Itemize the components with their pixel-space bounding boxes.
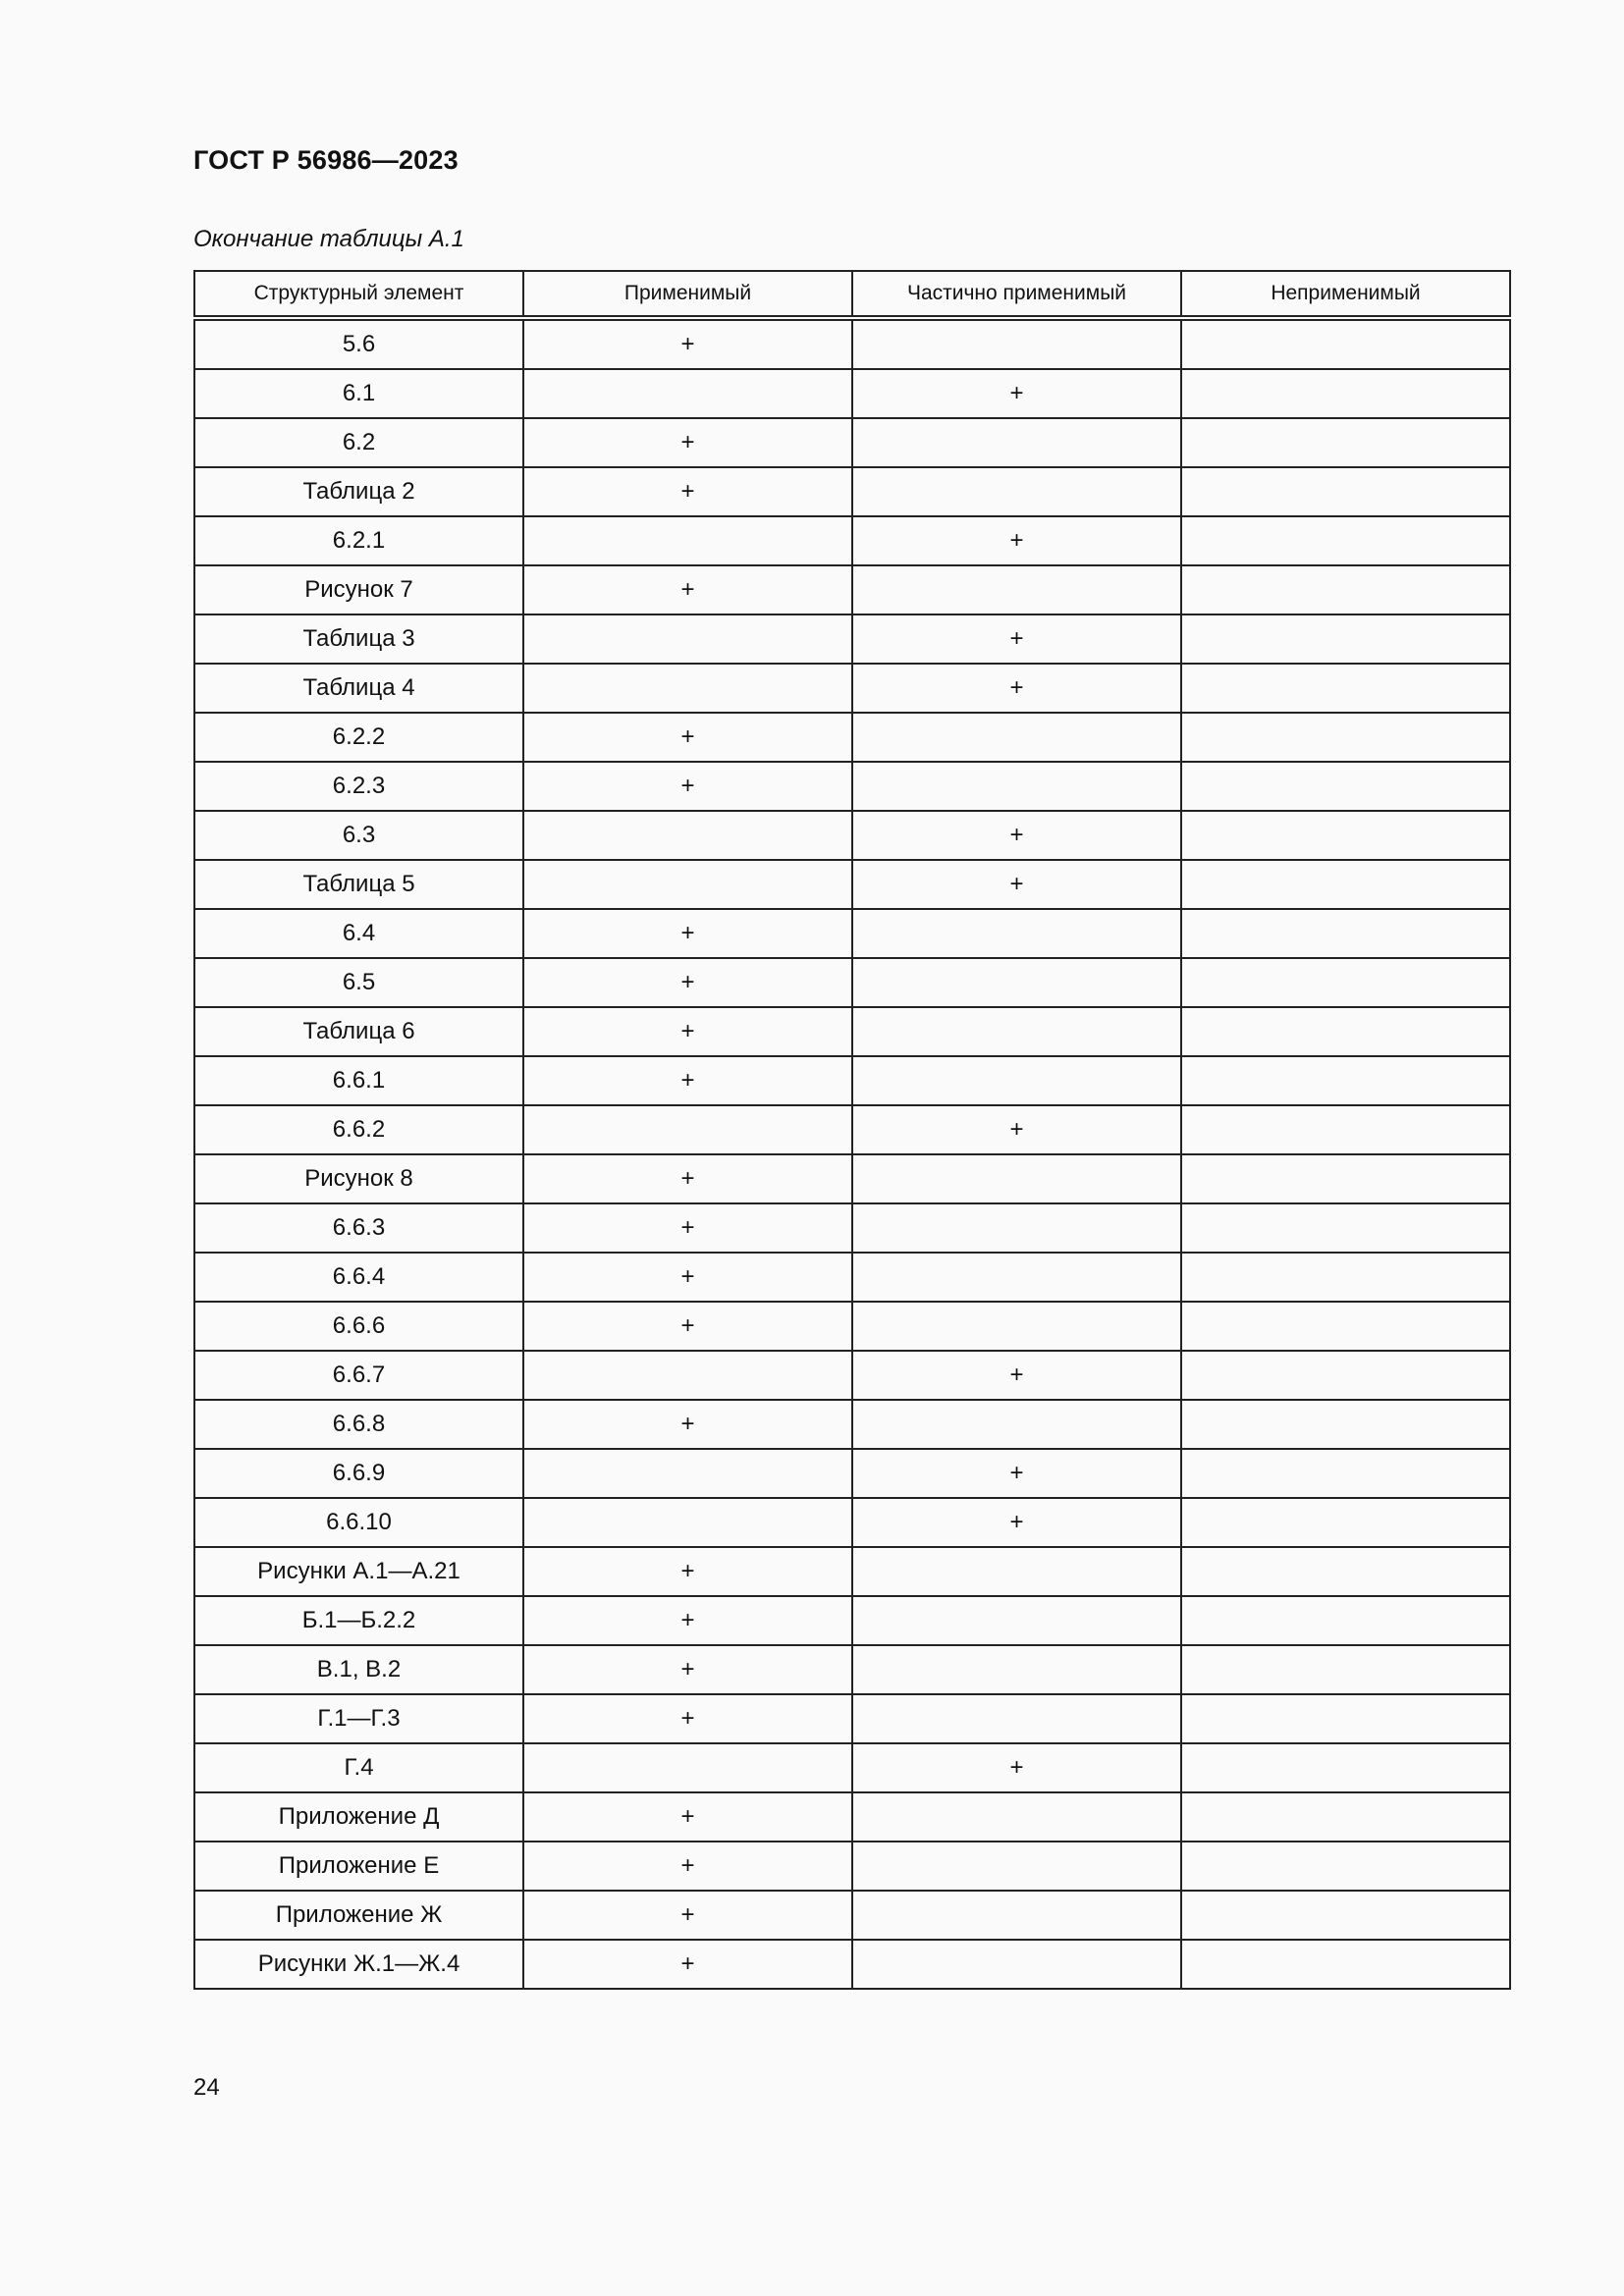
- not-applicable-cell: [1181, 1007, 1510, 1056]
- table-row: [194, 713, 1510, 762]
- applicable-cell: [523, 369, 852, 418]
- table-row: [194, 1891, 1510, 1940]
- not-applicable-cell: [1181, 565, 1510, 614]
- structural-element-cell: Б.1—Б.2.2: [194, 1596, 523, 1645]
- table-row: [194, 1449, 1510, 1498]
- applicable-cell: [523, 614, 852, 664]
- applicable-cell: +: [523, 1203, 852, 1253]
- table-row: [194, 1203, 1510, 1253]
- not-applicable-cell: [1181, 1547, 1510, 1596]
- table-row: [194, 418, 1510, 467]
- partially-applicable-cell: [852, 1842, 1181, 1891]
- structural-element-cell: Таблица 3: [194, 614, 523, 664]
- structural-element-cell: Таблица 5: [194, 860, 523, 909]
- structural-element-cell: 5.6: [194, 318, 523, 369]
- partially-applicable-cell: [852, 565, 1181, 614]
- applicable-cell: [523, 860, 852, 909]
- structural-element-cell: 6.6.7: [194, 1351, 523, 1400]
- partially-applicable-cell: [852, 318, 1181, 369]
- not-applicable-cell: [1181, 811, 1510, 860]
- document-code-header: ГОСТ Р 56986—2023: [193, 145, 459, 175]
- structural-element-cell: 6.2.3: [194, 762, 523, 811]
- structural-element-cell: Таблица 2: [194, 467, 523, 516]
- applicable-cell: +: [523, 909, 852, 958]
- structural-element-cell: 6.4: [194, 909, 523, 958]
- structural-element-cell: 6.6.4: [194, 1253, 523, 1302]
- partially-applicable-cell: +: [852, 1351, 1181, 1400]
- applicability-table-container: [193, 270, 1509, 1990]
- structural-element-cell: 6.1: [194, 369, 523, 418]
- applicable-cell: +: [523, 1596, 852, 1645]
- partially-applicable-cell: [852, 762, 1181, 811]
- structural-element-cell: Рисунок 8: [194, 1154, 523, 1203]
- partially-applicable-cell: [852, 1056, 1181, 1105]
- partially-applicable-cell: +: [852, 860, 1181, 909]
- table-row: [194, 1400, 1510, 1449]
- not-applicable-cell: [1181, 958, 1510, 1007]
- not-applicable-cell: [1181, 860, 1510, 909]
- structural-element-cell: Рисунки Ж.1—Ж.4: [194, 1940, 523, 1989]
- structural-element-cell: 6.3: [194, 811, 523, 860]
- table-row: [194, 1842, 1510, 1891]
- not-applicable-cell: [1181, 318, 1510, 369]
- applicable-cell: +: [523, 1056, 852, 1105]
- partially-applicable-cell: +: [852, 369, 1181, 418]
- partially-applicable-cell: [852, 1203, 1181, 1253]
- structural-element-cell: 6.2.2: [194, 713, 523, 762]
- not-applicable-cell: [1181, 1302, 1510, 1351]
- partially-applicable-cell: +: [852, 516, 1181, 565]
- partially-applicable-cell: [852, 1007, 1181, 1056]
- table-row: [194, 664, 1510, 713]
- not-applicable-cell: [1181, 1694, 1510, 1743]
- applicable-cell: +: [523, 1940, 852, 1989]
- not-applicable-cell: [1181, 762, 1510, 811]
- applicable-cell: +: [523, 1694, 852, 1743]
- partially-applicable-cell: [852, 958, 1181, 1007]
- not-applicable-cell: [1181, 1596, 1510, 1645]
- table-row: [194, 614, 1510, 664]
- not-applicable-cell: [1181, 909, 1510, 958]
- partially-applicable-cell: [852, 1547, 1181, 1596]
- structural-element-cell: 6.6.10: [194, 1498, 523, 1547]
- partially-applicable-cell: +: [852, 664, 1181, 713]
- table-row: [194, 1351, 1510, 1400]
- column-header: Применимый: [523, 271, 852, 318]
- applicable-cell: [523, 1449, 852, 1498]
- table-row: [194, 1792, 1510, 1842]
- applicable-cell: +: [523, 1302, 852, 1351]
- not-applicable-cell: [1181, 1253, 1510, 1302]
- partially-applicable-cell: +: [852, 1449, 1181, 1498]
- partially-applicable-cell: [852, 1792, 1181, 1842]
- partially-applicable-cell: [852, 909, 1181, 958]
- structural-element-cell: Г.1—Г.3: [194, 1694, 523, 1743]
- page-number: 24: [193, 2074, 220, 2101]
- applicable-cell: [523, 1498, 852, 1547]
- table-row: [194, 909, 1510, 958]
- table-row: [194, 318, 1510, 369]
- not-applicable-cell: [1181, 1842, 1510, 1891]
- partially-applicable-cell: [852, 1400, 1181, 1449]
- not-applicable-cell: [1181, 418, 1510, 467]
- structural-element-cell: Приложение Д: [194, 1792, 523, 1842]
- not-applicable-cell: [1181, 1105, 1510, 1154]
- structural-element-cell: 6.5: [194, 958, 523, 1007]
- table-row: [194, 1253, 1510, 1302]
- not-applicable-cell: [1181, 1203, 1510, 1253]
- not-applicable-cell: [1181, 1743, 1510, 1792]
- partially-applicable-cell: [852, 1940, 1181, 1989]
- not-applicable-cell: [1181, 1645, 1510, 1694]
- structural-element-cell: 6.2: [194, 418, 523, 467]
- applicable-cell: [523, 1743, 852, 1792]
- table-row: [194, 958, 1510, 1007]
- applicable-cell: +: [523, 1792, 852, 1842]
- table-row: [194, 1154, 1510, 1203]
- partially-applicable-cell: +: [852, 1743, 1181, 1792]
- table-row: [194, 1743, 1510, 1792]
- applicable-cell: +: [523, 762, 852, 811]
- structural-element-cell: В.1, В.2: [194, 1645, 523, 1694]
- not-applicable-cell: [1181, 614, 1510, 664]
- structural-element-cell: 6.6.8: [194, 1400, 523, 1449]
- applicable-cell: +: [523, 1007, 852, 1056]
- partially-applicable-cell: [852, 1154, 1181, 1203]
- applicable-cell: [523, 516, 852, 565]
- partially-applicable-cell: [852, 1645, 1181, 1694]
- structural-element-cell: 6.6.2: [194, 1105, 523, 1154]
- applicable-cell: +: [523, 1547, 852, 1596]
- table-row: [194, 1302, 1510, 1351]
- structural-element-cell: 6.6.1: [194, 1056, 523, 1105]
- not-applicable-cell: [1181, 467, 1510, 516]
- partially-applicable-cell: [852, 1253, 1181, 1302]
- partially-applicable-cell: [852, 1596, 1181, 1645]
- applicable-cell: +: [523, 418, 852, 467]
- applicable-cell: +: [523, 1842, 852, 1891]
- table-row: [194, 1105, 1510, 1154]
- partially-applicable-cell: +: [852, 614, 1181, 664]
- applicable-cell: +: [523, 318, 852, 369]
- applicable-cell: [523, 1105, 852, 1154]
- table-row: [194, 1645, 1510, 1694]
- not-applicable-cell: [1181, 1449, 1510, 1498]
- table-row: [194, 811, 1510, 860]
- partially-applicable-cell: [852, 418, 1181, 467]
- table-header-row: [194, 271, 1510, 318]
- structural-element-cell: 6.6.9: [194, 1449, 523, 1498]
- structural-element-cell: Приложение Е: [194, 1842, 523, 1891]
- table-row: [194, 1694, 1510, 1743]
- column-header: Частично применимый: [852, 271, 1181, 318]
- not-applicable-cell: [1181, 516, 1510, 565]
- structural-element-cell: Приложение Ж: [194, 1891, 523, 1940]
- table-row: [194, 516, 1510, 565]
- partially-applicable-cell: [852, 713, 1181, 762]
- structural-element-cell: Рисунки А.1—А.21: [194, 1547, 523, 1596]
- table-row: [194, 1940, 1510, 1989]
- structural-element-cell: 6.2.1: [194, 516, 523, 565]
- applicable-cell: [523, 811, 852, 860]
- not-applicable-cell: [1181, 1400, 1510, 1449]
- table-body: [194, 318, 1510, 1989]
- applicability-table: [193, 270, 1511, 1990]
- structural-element-cell: Таблица 4: [194, 664, 523, 713]
- structural-element-cell: 6.6.3: [194, 1203, 523, 1253]
- table-row: [194, 1547, 1510, 1596]
- applicable-cell: [523, 664, 852, 713]
- structural-element-cell: Рисунок 7: [194, 565, 523, 614]
- structural-element-cell: Г.4: [194, 1743, 523, 1792]
- partially-applicable-cell: +: [852, 1498, 1181, 1547]
- not-applicable-cell: [1181, 1154, 1510, 1203]
- partially-applicable-cell: [852, 1694, 1181, 1743]
- table-row: [194, 762, 1510, 811]
- table-row: [194, 1498, 1510, 1547]
- table-row: [194, 1007, 1510, 1056]
- applicable-cell: [523, 1351, 852, 1400]
- partially-applicable-cell: +: [852, 811, 1181, 860]
- applicable-cell: +: [523, 467, 852, 516]
- table-row: [194, 467, 1510, 516]
- applicable-cell: +: [523, 1400, 852, 1449]
- not-applicable-cell: [1181, 664, 1510, 713]
- structural-element-cell: Таблица 6: [194, 1007, 523, 1056]
- column-header: Неприменимый: [1181, 271, 1510, 318]
- structural-element-cell: 6.6.6: [194, 1302, 523, 1351]
- table-row: [194, 1596, 1510, 1645]
- applicable-cell: +: [523, 1645, 852, 1694]
- column-header: Структурный элемент: [194, 271, 523, 318]
- partially-applicable-cell: [852, 1891, 1181, 1940]
- not-applicable-cell: [1181, 1351, 1510, 1400]
- applicable-cell: +: [523, 958, 852, 1007]
- not-applicable-cell: [1181, 713, 1510, 762]
- table-row: [194, 860, 1510, 909]
- table-caption: Окончание таблицы А.1: [193, 226, 464, 252]
- applicable-cell: +: [523, 1253, 852, 1302]
- not-applicable-cell: [1181, 1891, 1510, 1940]
- applicable-cell: +: [523, 565, 852, 614]
- partially-applicable-cell: [852, 1302, 1181, 1351]
- not-applicable-cell: [1181, 1498, 1510, 1547]
- partially-applicable-cell: [852, 467, 1181, 516]
- not-applicable-cell: [1181, 1792, 1510, 1842]
- partially-applicable-cell: +: [852, 1105, 1181, 1154]
- not-applicable-cell: [1181, 1056, 1510, 1105]
- applicable-cell: +: [523, 713, 852, 762]
- not-applicable-cell: [1181, 1940, 1510, 1989]
- table-row: [194, 369, 1510, 418]
- not-applicable-cell: [1181, 369, 1510, 418]
- table-row: [194, 565, 1510, 614]
- applicable-cell: +: [523, 1891, 852, 1940]
- applicable-cell: +: [523, 1154, 852, 1203]
- table-row: [194, 1056, 1510, 1105]
